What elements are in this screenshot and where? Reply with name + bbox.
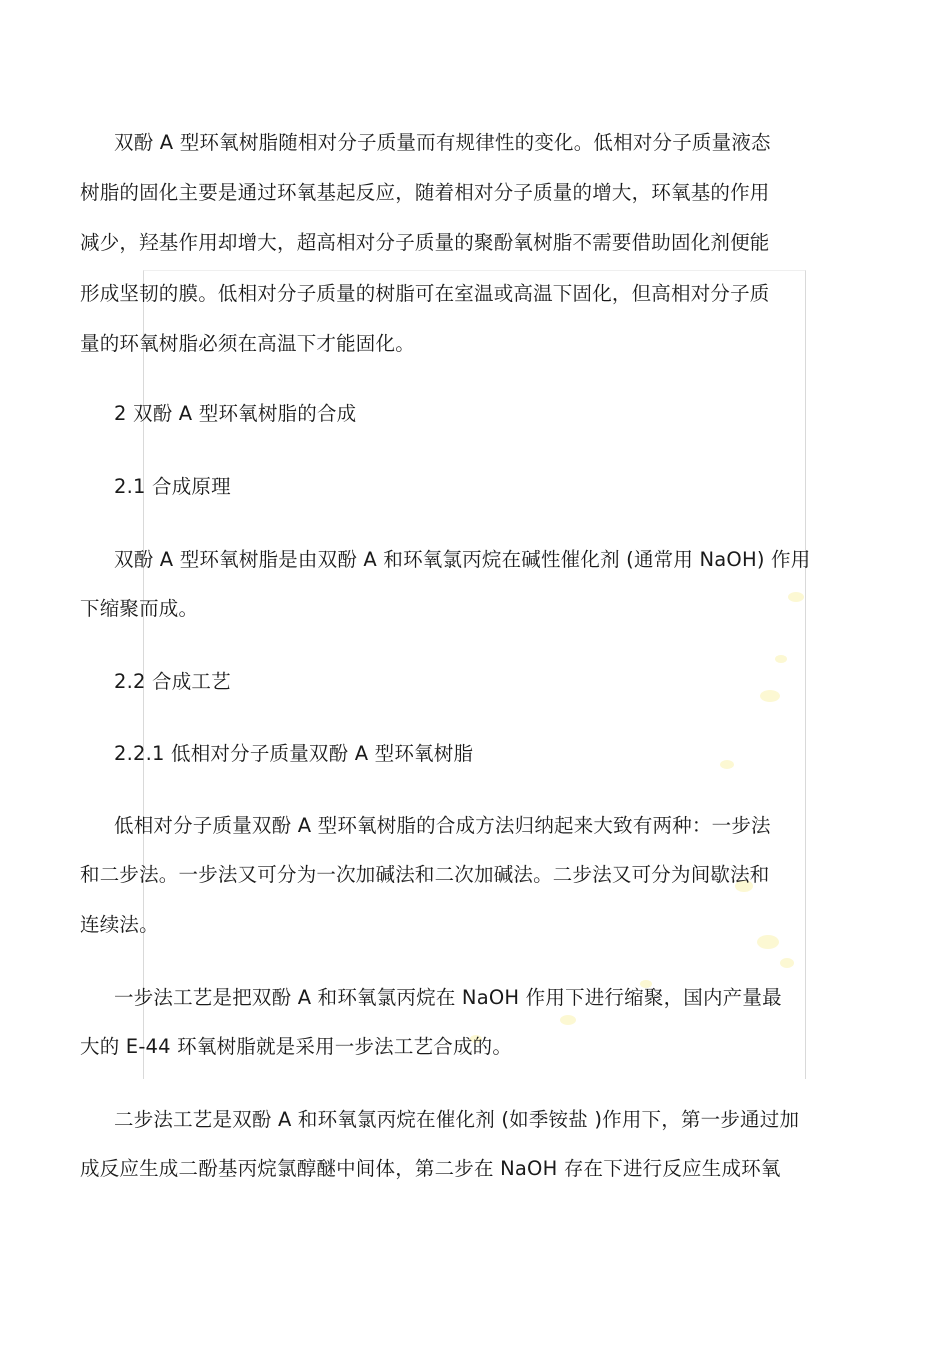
paragraph-2-line-2: 下缩聚而成。 <box>80 597 199 620</box>
section-heading-2-2-1: 2.2.1 低相对分子质量双酚 A 型环氧树脂 <box>114 742 474 765</box>
section-heading-2-1: 2.1 合成原理 <box>114 475 231 498</box>
paragraph-5-line-2: 成反应生成二酚基丙烷氯醇醚中间体，第二步在 NaOH 存在下进行反应生成环氧 <box>80 1157 781 1180</box>
faint-page-frame <box>143 270 806 1079</box>
paragraph-1-line-2: 树脂的固化主要是通过环氧基起反应，随着相对分子质量的增大，环氧基的作用 <box>80 181 770 204</box>
scan-speckle <box>775 655 787 663</box>
scan-speckle <box>760 690 780 702</box>
paragraph-3-line-2: 和二步法。一步法又可分为一次加碱法和二次加碱法。二步法又可分为间歇法和 <box>80 863 770 886</box>
scan-speckle <box>780 958 794 968</box>
paragraph-4-line-2: 大的 E-44 环氧树脂就是采用一步法工艺合成的。 <box>80 1035 513 1058</box>
scan-speckle <box>720 760 734 769</box>
section-heading-2: 2 双酚 A 型环氧树脂的合成 <box>114 402 357 425</box>
paragraph-3-line-3: 连续法。 <box>80 913 159 936</box>
paragraph-4-line-1: 一步法工艺是把双酚 A 和环氧氯丙烷在 NaOH 作用下进行缩聚，国内产量最 <box>114 986 782 1009</box>
paragraph-1-line-3: 减少，羟基作用却增大，超高相对分子质量的聚酚氧树脂不需要借助固化剂便能 <box>80 231 770 254</box>
paragraph-1-line-4: 形成坚韧的膜。低相对分子质量的树脂可在室温或高温下固化，但高相对分子质 <box>80 282 770 305</box>
paragraph-3-line-1: 低相对分子质量双酚 A 型环氧树脂的合成方法归纳起来大致有两种：一步法 <box>114 814 771 837</box>
scan-speckle <box>757 935 779 949</box>
scan-speckle <box>560 1015 576 1025</box>
section-heading-2-2: 2.2 合成工艺 <box>114 670 231 693</box>
paragraph-2-line-1: 双酚 A 型环氧树脂是由双酚 A 和环氧氯丙烷在碱性催化剂 (通常用 NaOH) 作用 <box>114 548 811 571</box>
paragraph-5-line-1: 二步法工艺是双酚 A 和环氧氯丙烷在催化剂 (如季铵盐 )作用下，第一步通过加 <box>114 1108 800 1131</box>
scan-speckle <box>788 592 804 602</box>
paragraph-1-line-1: 双酚 A 型环氧树脂随相对分子质量而有规律性的变化。低相对分子质量液态 <box>114 131 771 154</box>
paragraph-1-line-5: 量的环氧树脂必须在高温下才能固化。 <box>80 332 415 355</box>
